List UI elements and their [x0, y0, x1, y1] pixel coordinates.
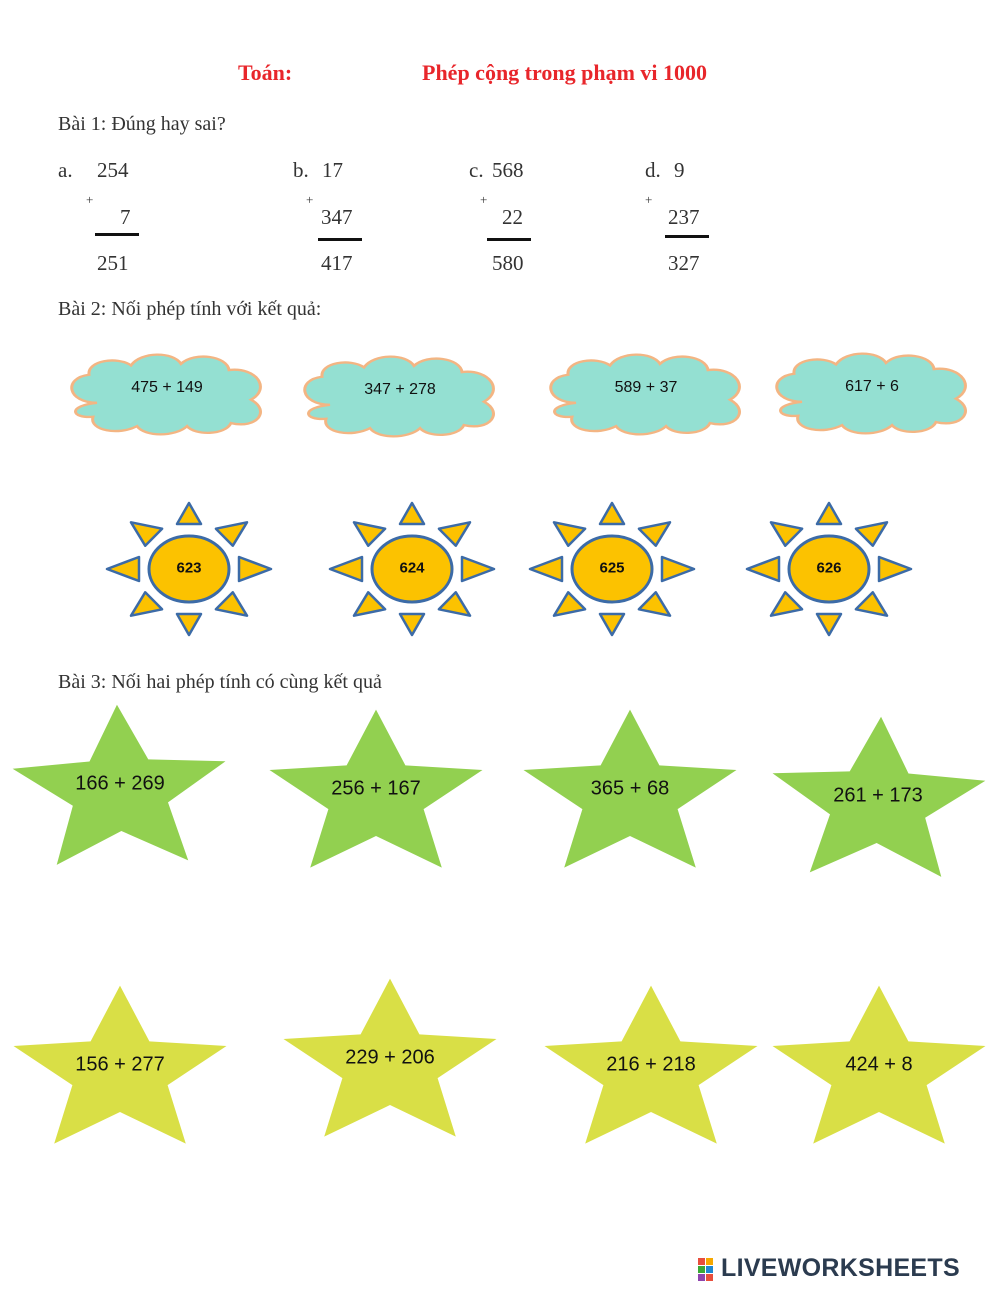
given-result: 417	[321, 251, 353, 275]
sun-result: 624	[399, 559, 425, 577]
yellow-star-expression: 216 + 218	[606, 1053, 696, 1076]
addend-bottom: 7	[120, 205, 131, 229]
problem-label: a.	[58, 158, 73, 182]
plus-sign: +	[480, 192, 488, 207]
addend-top: 254	[97, 158, 129, 182]
yellow-star-expression: 156 + 277	[75, 1053, 165, 1076]
green-star-expression: 261 + 173	[833, 784, 923, 807]
sum-line	[318, 238, 362, 241]
problem-label: c.	[469, 158, 484, 182]
problem-label: b.	[293, 158, 309, 182]
given-result: 580	[492, 251, 524, 275]
plus-sign: +	[86, 192, 94, 207]
exercise2-heading: Bài 2: Nối phép tính với kết quả:	[58, 298, 322, 320]
liveworksheets-logo-icon	[697, 1257, 721, 1283]
sum-line	[665, 235, 709, 238]
addend-top: 568	[492, 158, 524, 182]
sun-result: 623	[176, 559, 202, 577]
cloud-expression: 475 + 149	[131, 379, 203, 396]
plus-sign: +	[645, 192, 653, 207]
plus-sign: +	[306, 192, 314, 207]
addend-top: 17	[322, 158, 343, 182]
addend-bottom: 347	[321, 205, 353, 229]
sum-line	[95, 233, 139, 236]
page-title: Phép cộng trong phạm vi 1000	[422, 60, 708, 85]
yellow-star-expression: 229 + 206	[345, 1046, 435, 1069]
given-result: 327	[668, 251, 700, 275]
cloud-expression: 347 + 278	[364, 381, 436, 398]
exercise3-heading: Bài 3: Nối hai phép tính có cùng kết quả	[58, 671, 382, 693]
yellow-star-expression: 424 + 8	[845, 1053, 913, 1076]
addend-bottom: 22	[502, 205, 523, 229]
cloud-expression: 589 + 37	[614, 379, 678, 396]
addend-bottom: 237	[668, 205, 700, 229]
sum-line	[487, 238, 531, 241]
addend-top: 9	[674, 158, 685, 182]
sun-result: 626	[816, 559, 842, 577]
green-star-expression: 166 + 269	[75, 772, 165, 795]
cloud-expression: 617 + 6	[845, 378, 899, 395]
green-star-expression: 256 + 167	[331, 777, 421, 800]
logo-text: LIVEWORKSHEETS	[721, 1254, 960, 1282]
exercise1-heading: Bài 1: Đúng hay sai?	[58, 113, 226, 135]
green-star-expression: 365 + 68	[590, 777, 670, 800]
sun-result: 625	[599, 559, 625, 577]
problem-label: d.	[645, 158, 661, 182]
given-result: 251	[97, 251, 129, 275]
subject-label: Toán:	[238, 60, 293, 85]
